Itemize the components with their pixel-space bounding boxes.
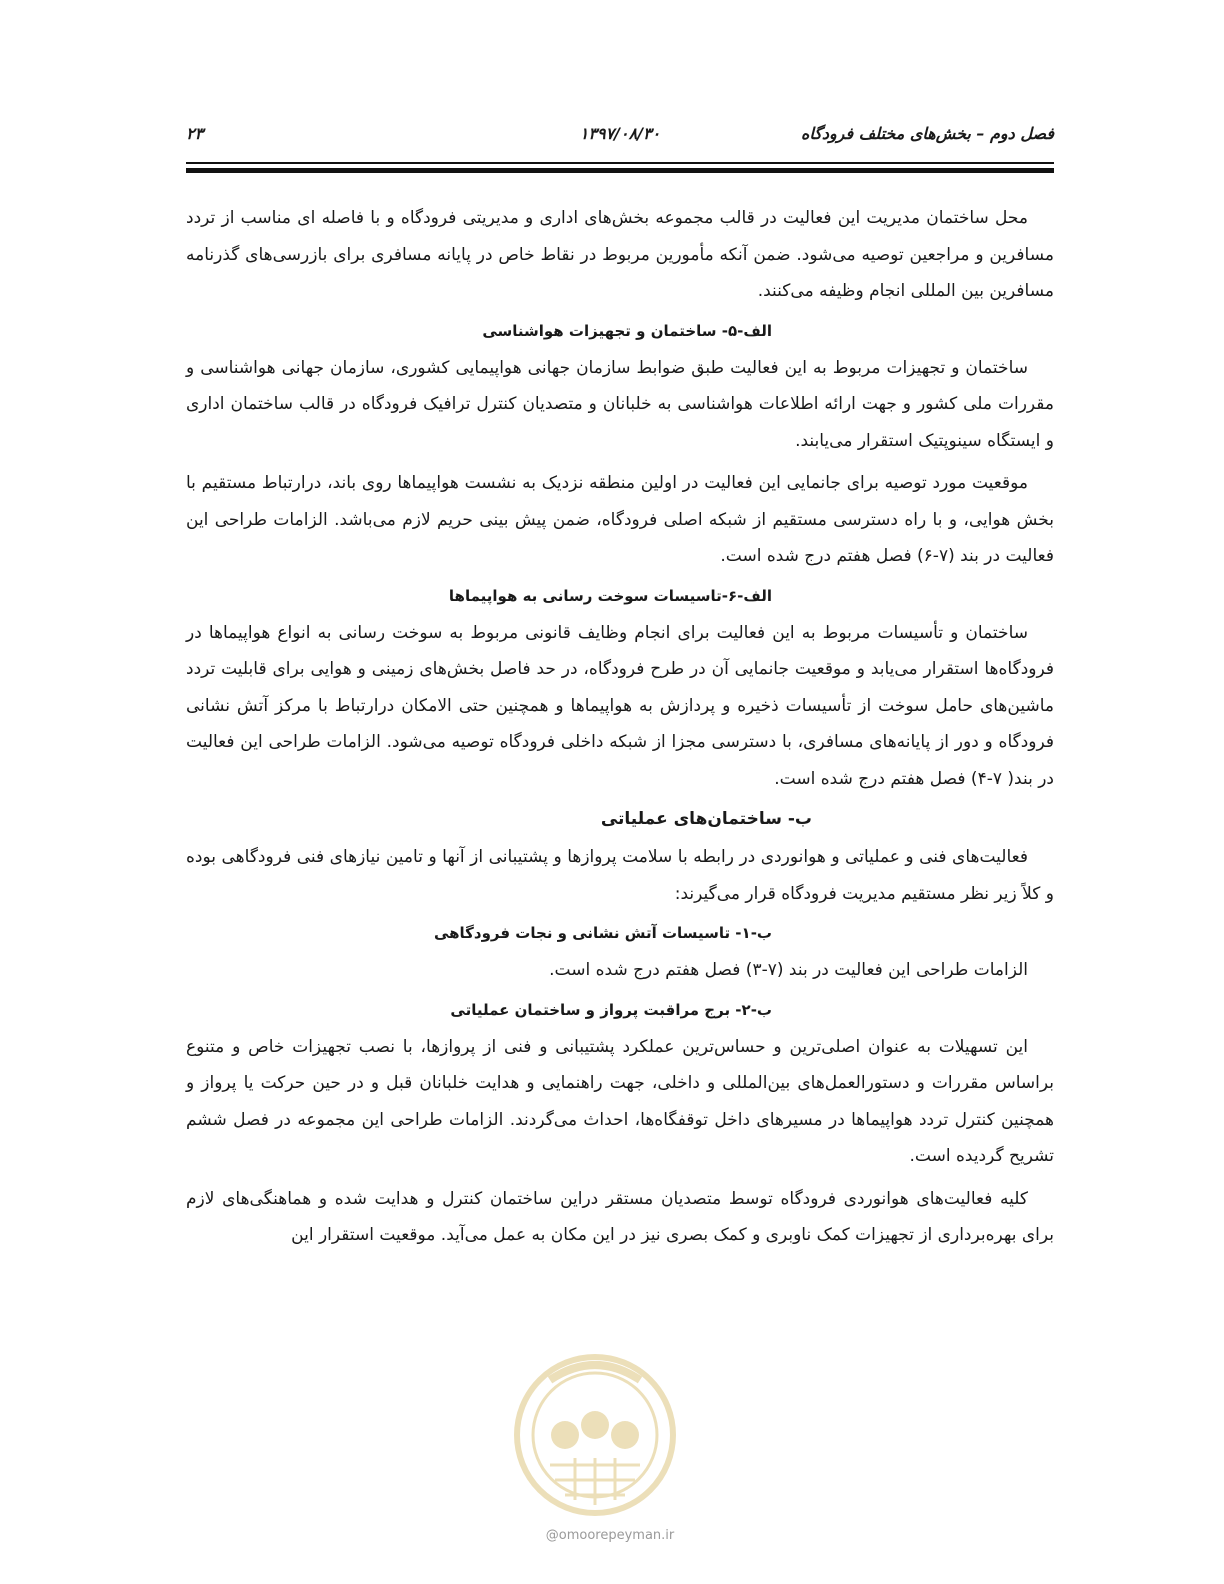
paragraph-meteorology: ساختمان و تجهیزات مربوط به این فعالیت طبق ضوابط سازمان جهانی هواپیمایی کشوری، سازمان جهانی هواشناسی و مقررات ملی کشور و جهت ارائه اطلاعات هواشناسی به خلبانان و متصدیان کنترل ترافیک فرودگاه در قالب ساختمان اداری و ایستگاه سینوپتیک استقرار می‌یابند. <box>186 357 1054 451</box>
header-rule-thick <box>186 168 1054 173</box>
heading-control-tower: ب-۲- برج مراقبت پرواز و ساختمان عملیاتی <box>450 1000 772 1019</box>
heading-fuel-facilities: الف-۶-تاسیسات سوخت رسانی به هواپیماها <box>448 586 772 605</box>
header-rule-thin <box>186 162 1054 164</box>
paragraph-fire-rescue: الزامات طراحی این فعالیت در بند (۷-۳) فصل هفتم درج شده است. <box>549 960 1028 980</box>
heading-operational-buildings: ب- ساختمان‌های عملیاتی <box>600 809 812 829</box>
paragraph-control-tower: این تسهیلات به عنوان اصلی‌ترین و حساس‌ترین عملکرد پشتیبانی و فنی از پروازها، با نصب تجهیزات خاص و متنوع براساس مقررات و دستورالعمل‌های بین‌المللی و داخلی، جهت راهنمایی و هدایت خلبانان قبل و در حین حرکت یا پرواز و همچنین کنترل تردد هواپیماها در مسیرهای داخل توقفگاه‌ها، احداث می‌گردند. الزامات طراحی این مجموعه در فصل ششم تشریح گردیده است. <box>186 1036 1054 1166</box>
paragraph-management-building: محل ساختمان مدیریت این فعالیت در قالب مجموعه بخش‌های اداری و مدیریتی فرودگاه و با فاصله ای مناسب از تردد مسافرین و مراجعین توصیه می‌شود. ضمن آنکه مأمورین مربوط در نقاط خاص در پایانه مسافری برای بازرسی‌های گذرنامه مسافرین بین المللی انجام وظیفه می‌کنند. <box>186 208 1054 301</box>
page-number: ۲۳ <box>186 123 204 143</box>
heading-meteorology: الف-۵- ساختمان و تجهیزات هواشناسی <box>482 321 772 340</box>
heading-fire-rescue: ب-۱- تاسیسات آتش نشانی و نجات فرودگاهی <box>433 924 772 942</box>
paragraph-meteorology-location: موقعیت مورد توصیه برای جانمایی این فعالیت در اولین منطقه نزدیک به نشست هواپیماها روی باند، درارتباط مستقیم با بخش هوایی، و با راه دسترسی مستقیم از شبکه اصلی فرودگاه، ضمن پیش بینی حریم لازم می‌باشد. الزامات طراحی این فعالیت در بند (۷-۶) فصل هفتم درج شده است. <box>186 473 1054 566</box>
header-date: ۱۳۹۷/۰۸/۳۰ <box>579 123 661 143</box>
watermark-site: @omoorepeyman.ir <box>545 1528 675 1543</box>
paragraph-operational-buildings: فعالیت‌های فنی و عملیاتی و هوانوردی در رابطه با سلامت پروازها و پشتیبانی از آنها و تامین نیازهای فنی فرودگاهی بوده و کلاً زیر نظر مستقیم مدیریت فرودگاه قرار می‌گیرند: <box>186 847 1054 904</box>
page-header <box>186 118 1054 148</box>
watermark-logo-icon <box>510 1340 680 1540</box>
paragraph-aviation-activities: کلیه فعالیت‌های هوانوردی فرودگاه توسط متصدیان مستقر دراین ساختمان کنترل و هدایت شده و هماهنگی‌های لازم برای بهره‌برداری از تجهیزات کمک ناوبری و کمک بصری نیز در این مکان به عمل می‌آید. موقعیت استقرار این <box>186 1188 1054 1245</box>
document-body <box>186 200 1054 1260</box>
chapter-title: فصل دوم – بخش‌های مختلف فرودگاه <box>800 123 1054 143</box>
paragraph-fuel-facilities: ساختمان و تأسیسات مربوط به این فعالیت برای انجام وظایف قانونی مربوط به سوخت رسانی به انواع هواپیماها در فرودگاه‌ها استقرار می‌یابد و موقعیت جانمایی آن در طرح فرودگاه، در حد فاصل بخش‌های زمینی و هوایی برای قابلیت تردد ماشین‌های حامل سوخت از تأسیسات ذخیره و پردازش به هواپیماها و همچنین حتی الامکان درارتباط با مرکز آتش نشانی فرودگاه و دور از پایانه‌های مسافری، با دسترسی مجزا از شبکه داخلی فرودگاه توصیه می‌شود. الزامات طراحی این فعالیت در بند( ۷-۴) فصل هفتم درج شده است. <box>186 622 1054 789</box>
